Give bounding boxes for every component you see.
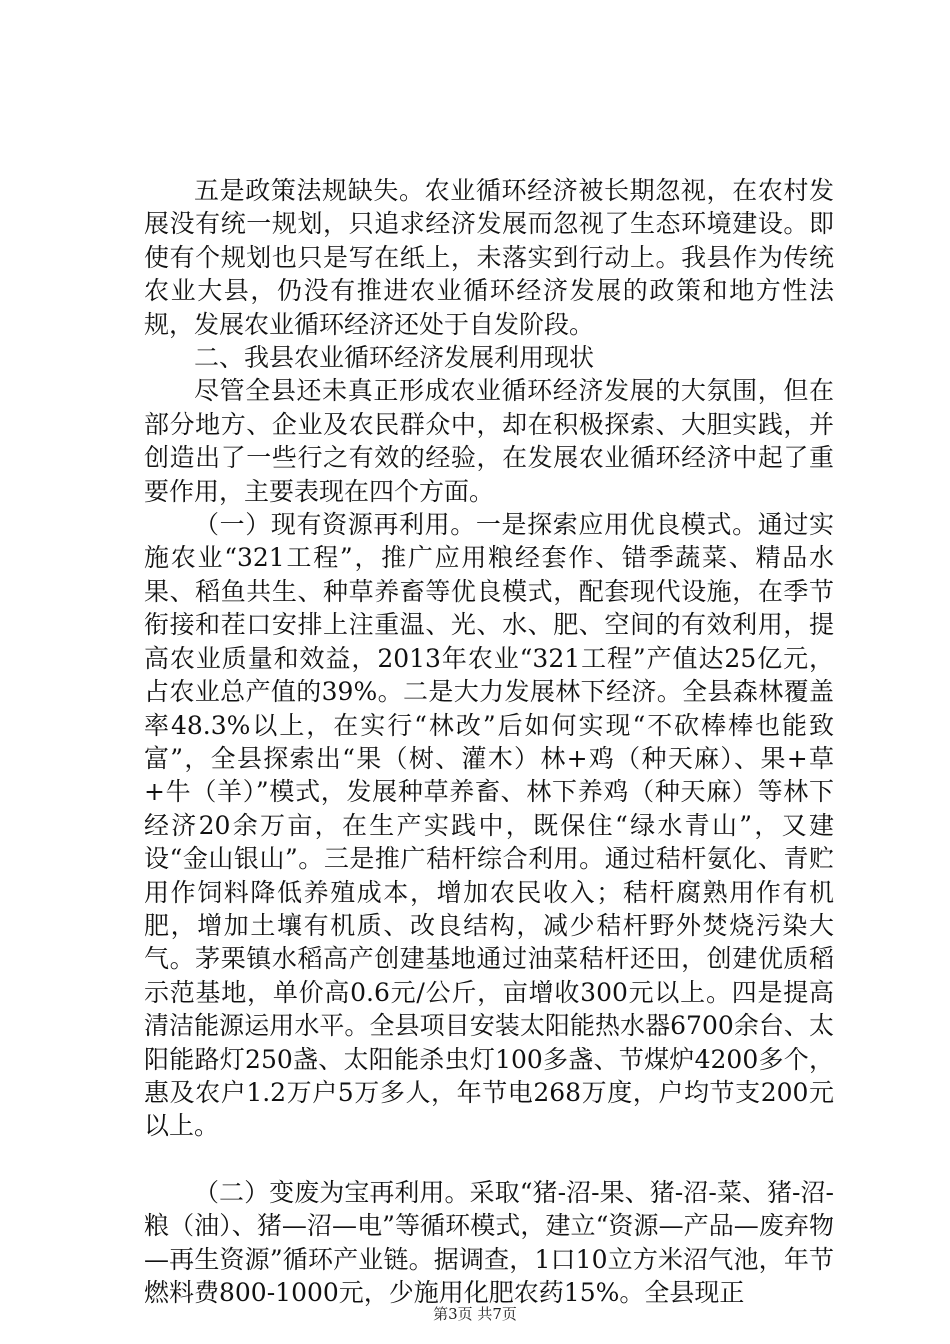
page-footer bbox=[0, 1304, 950, 1324]
paragraph-resource-reuse: （一）现有资源再利用。一是探索应用优良模式。通过实施农业“321工程”，推广应用粮经套作、错季蔬菜、精品水果、稻鱼共生、种草养畜等优良模式，配套现代设施，在季节衔接和茬口安排上注重温、光、水、肥、空间的有效利用，提高农业质量和效益，2013年农业“321工程”产值达25亿元，占农业总产值的39%。二是大力发展林下经济。全县森林覆盖率48.3%以上，在实行“林改”后如何实现“不砍棒棒也能致富”，全县探索出“果（树、灌木）林+鸡（种天麻）、果+草+牛（羊）”模式，发展种草养畜、林下养鸡（种天麻）等林下经济20余万亩，在生产实践中，既保住“绿水青山”，又建设“金山银山”。三是推广秸杆综合利用。通过秸杆氨化、青贮用作饲料降低养殖成本，增加农民收入；秸杆腐熟用作有机肥，增加土壤有机质、改良结构，减少秸杆野外焚烧污染大气。茅栗镇水稻高产创建基地通过油菜秸杆还田，创建优质稻示范基地，单价高0.6元/公斤，亩增收300元以上。四是提高清洁能源运用水平。全县项目安装太阳能热水器6700余台、太阳能路灯250盏、太阳能杀虫灯100多盏、节煤炉4200多个，惠及农户1.2万户5万多人，年节电268万度，户均节支200元以上。 bbox=[144, 510, 834, 1141]
section-heading-status: 二、我县农业循环经济发展利用现状 bbox=[194, 343, 595, 373]
page-number: 第3页 共7页 bbox=[433, 1305, 517, 1323]
document-body bbox=[144, 174, 834, 1309]
paragraph-policy-gaps: 五是政策法规缺失。农业循环经济被长期忽视，在农村发展没有统一规划，只追求经济发展而忽视了生态环境建设。即使有个规划也只是写在纸上，未落实到行动上。我县作为传统农业大县，仍没有推进农业循环经济发展的政策和地方性法规，发展农业循环经济还处于自发阶段。 bbox=[144, 176, 834, 339]
paragraph-overview: 尽管全县还未真正形成农业循环经济发展的大氛围，但在部分地方、企业及农民群众中，却在积极探索、大胆实践，并创造出了一些行之有效的经验，在发展农业循环经济中起了重要作用，主要表现在四个方面。 bbox=[144, 376, 834, 506]
paragraph-waste-recycling: （二）变废为宝再利用。采取“猪-沼-果、猪-沼-菜、猪-沼-粮（油）、猪—沼—电”等循环模式，建立“资源—产品—废弃物—再生资源”循环产业链。据调查，1口10立方米沼气池，年节燃料费800-1000元，少施用化肥农药15%。全县现正 bbox=[144, 1177, 834, 1307]
